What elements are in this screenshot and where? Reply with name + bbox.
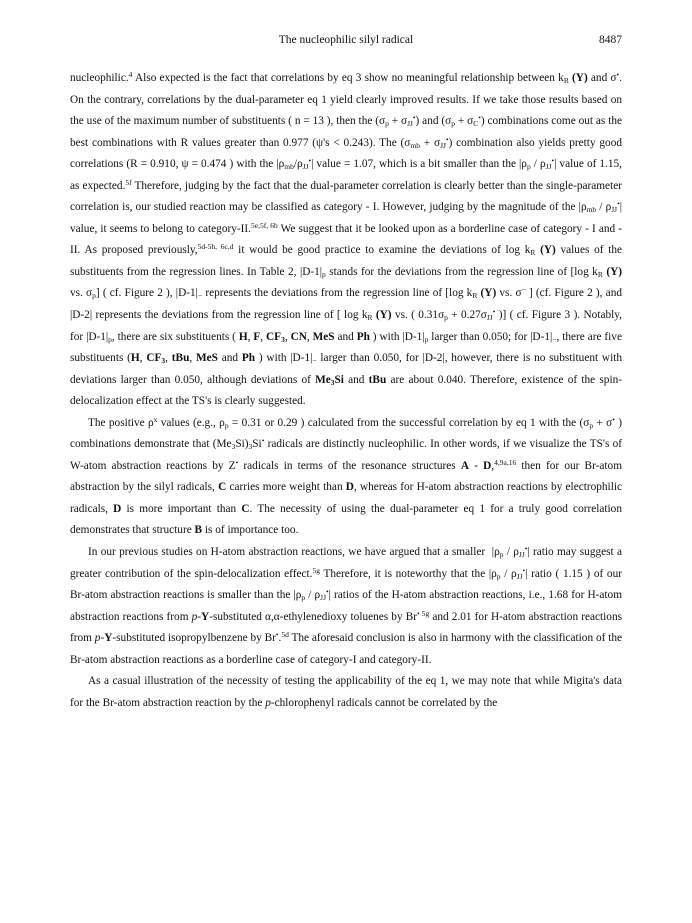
running-title: The nucleophilic silyl radical [278,34,414,46]
page-number: 8487 [599,34,622,46]
paragraph-3: In our previous studies on H-atom abstraction reactions, we have argued that a smaller $|\rho_p / \rho_{JJ}^•|$ ratio may suggest a greater contribution of the spin-delocalization effect.$^{5g}$ Therefore, it is noteworthy that the $|\rho_p / \rho_{JJ}^•|$ ratio ( 1.15 ) of our Br-atom abstraction reactions is smaller than the $|\rho_p / \rho_{JJ}^•|$ ratios of the H-atom abstraction reactions, i.e., 1.68 for H-atom abstraction reactions from p-Y-substituted α,α-ethylenedioxy toluenes by $Br^{• 5g}$ and 2.01 for H-atom abstraction reactions from p-Y-substituted isopropylbenzene by Br•.$^{5d}$ The aforesaid conclusion is also in harmony with the classification of the Br-atom abstraction reactions as a borderline case of category-I and category-II. [70,544,623,666]
paragraph-2: The positive $\rho^x$ values (e.g., $\rho_p = 0.31$ or 0.29 ) calculated from the successful correlation by eq 1 with the ($\sigma_p + \sigma^•$ ) combinations demonstrate that $(Me_3Si)_3Si^•$ radicals are distinctly nucleophilic. In other words, if we visualize the TS's of W-atom abstraction reactions by Z• radicals in terms of the resonance structures A - D,$^{4,9a,16}$ then for our Br-atom abstraction by the silyl radicals, C carries more weight than D, whereas for H-atom abstraction reactions by electrophilic radicals, D is more important than C. The necessity of using the dual-parameter eq 1 for a truly good correlation demonstrates that structure B is of importance too. [70,414,623,537]
paragraph-1: nucleophilic.$^4$ Also expected is the fact that correlations by eq 3 show no meaningful relationship between $k_R$ (Y) and σ•. On the contrary, correlations by the dual-parameter eq 1 yield clearly improved results. If we take those results based on the use of the maximum number of substituents ( n = 13 ), then the $(\sigma_p + \sigma_{JJ}^•)$ and $(\sigma_p + \sigma_C^•)$ combinations come out as the best combinations with R values greater than 0.977 (ψ's < 0.243). The $(\sigma_{mb} + \sigma_{JJ}^•)$ combination also yields pretty good correlations (R = 0.910, ψ = 0.474 ) with the $|\rho_{mb}/\rho_{JJ}^•|$ value = 1.07, which is a bit smaller than the $|\rho_p / \rho_{JJ}^•|$ value of 1.15, as expected.$^{5f}$ Therefore, judging by the fact that the dual-parameter correlation is clearly better than the single-parameter correlation is, our studied reaction may be classified as category - I. However, judging by the magnitude of the $|\rho_{mb} / \rho_{JJ}^•|$ value, it seems to belong to category-II.$^{5e,5f, 6b}$ We suggest that it be looked upon as a borderline case of category - I and - II. As proposed previously,$^{5d-5h, 6c,d}$ it would be good practice to examine the deviations of $\log k_R$ (Y) values of the substituents from the regression lines. In Table 2, $|D-1|_p$ stands for the deviations from the regression line of [log $k_R$ (Y) vs. $\sigma_p$] ( cf. Figure 2 ), $|D-1|_-$ represents the deviations from the regression line of [log $k_R$ (Y) vs. σ− ] (cf. Figure 2 ), and |D-2| represents the deviations from the regression line of [ $\log k_R$ (Y) vs. ( $0.31\sigma_p + 0.27\sigma_{JJ}^•$ )] ( cf. Figure 3 ). Notably, for $|D-1|_p$, there are six substituents ( H, F, $CF_3$, CN, MeS and Ph ) with $|D-1|_p$ larger than 0.050; for $|D-1|_-$, there are five substituents (H, $CF_3$, tBu, MeS and Ph ) with $|D-1|_-$ larger than 0.050, for |D-2|, however, there is no substituent with deviations larger than 0.050, although deviations of $Me_3Si$ and tBu are about 0.040. Therefore, existence of the spin-delocalization effect at the TS's is clearly suggested. [70,70,623,408]
paragraph-4: As a casual illustration of the necessity of testing the applicability of the eq 1, we may note that while Migita's data for the Br-atom abstraction reaction by the p-chlorophenyl radicals cannot be correlated by the [70,675,622,709]
running-header [70,30,622,52]
